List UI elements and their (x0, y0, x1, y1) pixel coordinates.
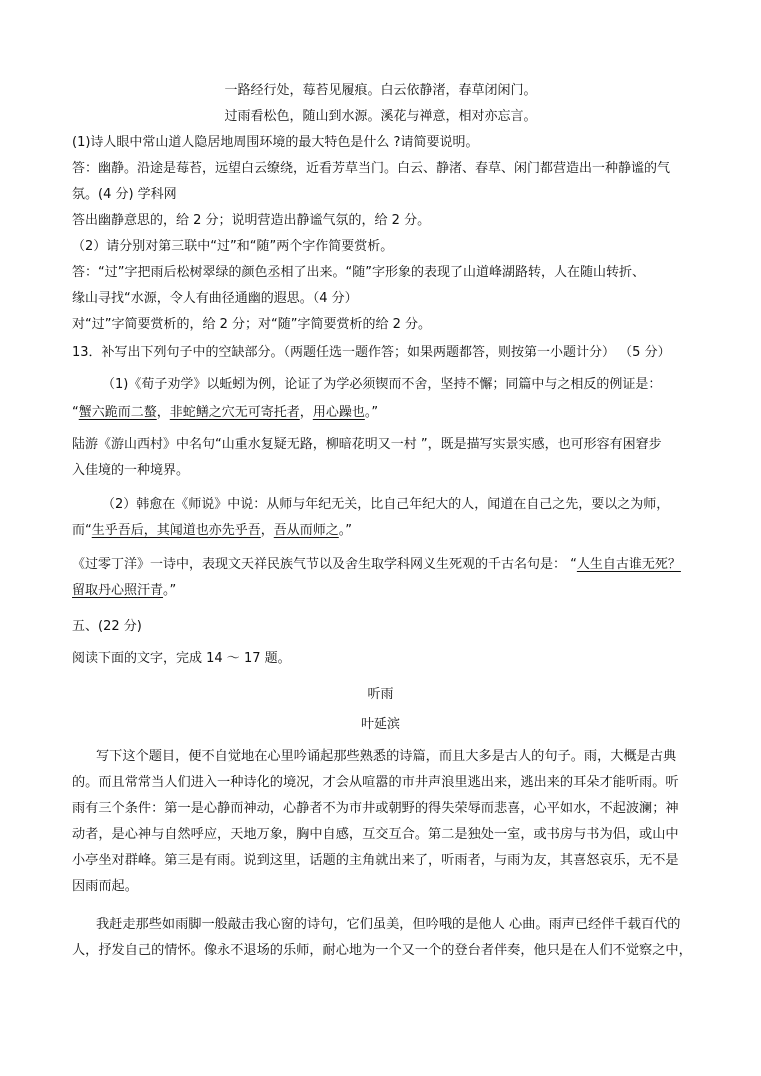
q1-answer-line-1: 答：幽静。沿途是莓苔，远望白云缭绕，近看芳草当门。白云、静渚、春草、闲门都营造出一种静谧的气 (72, 161, 671, 176)
suffix: 。” (163, 583, 177, 598)
q2-question: （2）请分别对第三联中“过”和“随”两个字作简要赏析。 (72, 239, 394, 254)
q13-lu-you-line-1: 陆游《游山西村》中名句“山重水复疑无路，柳暗花明又一村 ”，既是描写实景实感，也可形容有困窘步 (72, 437, 662, 452)
prompt: 《过零丁洋》一诗中，表现文天祥民族气节以及舍生取学科网义生死观的千古名句是： “ (72, 557, 577, 572)
q13-part1-answer (72, 404, 701, 422)
quote-close: 。” (364, 405, 379, 420)
fill-blank: 人生自古谁无死？ (576, 557, 681, 572)
para1-line: 的。而且常常当人们进入一种诗化的境况，才会从喧嚣的市井声浪里逃出来，逃出来的耳朵才能听雨。听 (72, 775, 679, 790)
para1-line: 小亭坐对群峰。第三是有雨。说到这里，话题的主角就出来了，听雨者，与雨为友，其喜怒哀乐，无不是 (72, 853, 679, 868)
suffix: 。” (338, 523, 353, 538)
separator: ， (156, 405, 170, 420)
fill-blank: 蟹六跪而二螯 (78, 405, 157, 420)
section-heading: 五、(22 分) (72, 619, 142, 634)
para1-line: 动者，是心神与自然呼应，天地万象，胸中自感，互交互合。第二是独处一室，或书房与书为侣，或山中 (72, 827, 679, 842)
q13-title: 13．补写出下列句子中的空缺部分。（两题任选一题作答；如果两题都答，则按第一小题计分） （5 分） (72, 345, 671, 360)
q2-scoring: 对“过”字简要赏析的，给 2 分；对“随”字简要赏析的给 2 分。 (72, 317, 432, 332)
section-instruction: 阅读下面的文字，完成 14 ～ 17 题。 (72, 651, 291, 666)
separator: ， (299, 405, 313, 420)
separator: ， (260, 523, 274, 538)
fill-blank: 吾从而师之 (273, 523, 339, 538)
q13-part2-line-1: （2）韩愈在《师说》中说：从师与年纪无关，比自己年纪大的人，闻道在自己之先，要以之为师， (102, 497, 670, 512)
fill-blank: 生乎吾后，其闻道也亦先乎吾 (91, 523, 261, 538)
article-author: 叶延滨 (360, 717, 400, 732)
para2-line: 人，抒发自己的情怀。像永不退场的乐师，耐心地为一个又一个的登台者伴奏，他只是在人们不觉察之中， (72, 943, 692, 958)
q13-part1-line-1: （1)《荀子劝学》以蚯蚓为例，论证了为学必须锲而不舍，坚持不懈；同篇中与之相反的例证是： (102, 377, 662, 392)
q1-scoring: 答出幽静意思的，给 2 分；说明营造出静谧气氛的，给 2 分。 (72, 213, 431, 228)
q13-wen-tianxiang-line-2 (72, 582, 701, 600)
fill-blank: 留取丹心照汗青 (72, 583, 164, 598)
quote-open: “ (72, 405, 79, 420)
poem-line-2: 过雨看松色，随山到水源。溪花与禅意，相对亦忘言。 (224, 109, 537, 124)
para2-line: 我赶走那些如雨脚一般敲击我心窗的诗句，它们虽美，但吟哦的是他人 心曲。雨声已经伴千载百代的 (96, 917, 681, 932)
q13-part2-answer (72, 522, 701, 540)
q1-answer-line-2: 氛。(4 分) 学科网 (72, 187, 177, 202)
para1-line: 写下这个题目，便不自觉地在心里吟诵起那些熟悉的诗篇，而且大多是古人的句子。雨，大概是古典 (96, 749, 677, 764)
q13-lu-you-line-2: 入佳境的一种境界。 (72, 463, 190, 478)
para1-line: 因雨而起。 (72, 879, 138, 894)
para1-line: 雨有三个条件：第一是心静而神动，心静者不为市井或朝野的得失荣辱而悲喜，心平如水，不起波澜；神 (72, 801, 679, 816)
q13-wen-tianxiang-line-1 (72, 556, 701, 574)
q2-answer-line-2: 缘山寻找“水源，令人有曲径通幽的遐思。（4 分） (72, 291, 358, 306)
fill-blank: 非蛇鳝之穴无可寄托者 (169, 405, 300, 420)
poem-line-1: 一路经行处，莓苔见履痕。白云依静渚，春草闭闲门。 (224, 83, 537, 98)
prefix: 而“ (72, 523, 92, 538)
q1-question: (1)诗人眼中常山道人隐居地周围环境的最大特色是什么 ?请简要说明。 (72, 135, 479, 150)
q2-answer-line-1: 答：“过”字把雨后松树翠绿的颜色丞相了出来。“随”字形象的表现了山道峰湖路转，人在随山转折、 (72, 265, 645, 280)
article-title: 听雨 (367, 687, 394, 702)
fill-blank: 用心躁也 (312, 405, 365, 420)
